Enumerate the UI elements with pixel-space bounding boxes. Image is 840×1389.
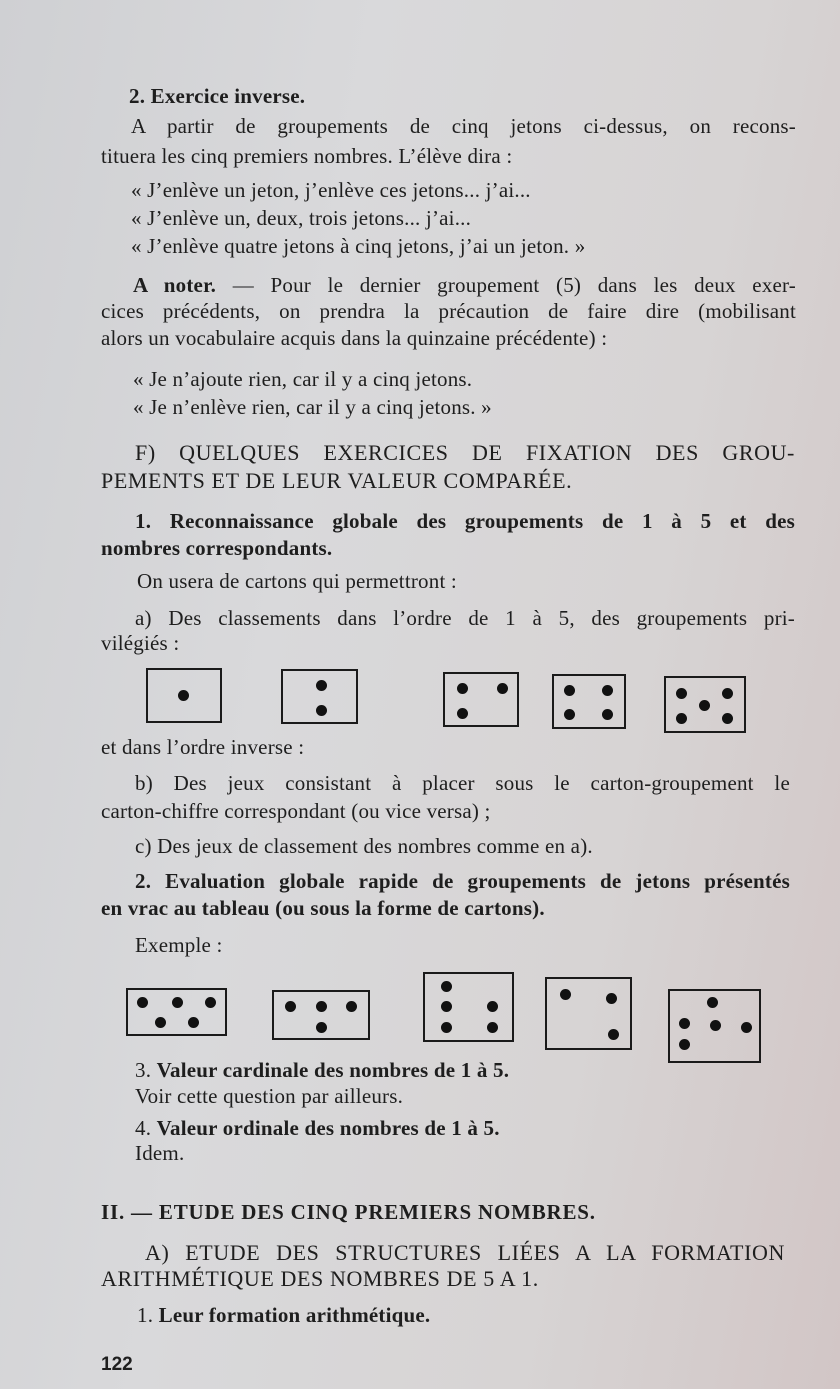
card-dot bbox=[707, 997, 718, 1008]
card-two-dots bbox=[281, 669, 358, 724]
sectionF-a-line1: a) Des classements dans l’ordre de 1 à 5, des groupements pri- bbox=[135, 606, 795, 630]
example-card-three-dots bbox=[545, 977, 632, 1050]
sectionF-item3 bbox=[135, 1057, 509, 1083]
card-dot bbox=[608, 1029, 619, 1040]
note-line1-rest: — Pour le dernier groupement (5) dans les deux exer- bbox=[232, 273, 797, 297]
sectionII-a-line1: A) ETUDE DES STRUCTURES LIÉES A LA FORMATION bbox=[145, 1240, 785, 1265]
sectionF-inverse: et dans l’ordre inverse : bbox=[101, 735, 305, 759]
card-dot bbox=[316, 680, 327, 691]
sectionF-item3-num: 3. bbox=[135, 1058, 152, 1082]
card-dot bbox=[722, 688, 733, 699]
sectionF-exemple: Exemple : bbox=[135, 933, 223, 957]
card-dot bbox=[441, 1001, 452, 1012]
card-dot bbox=[172, 997, 183, 1008]
card-dot bbox=[679, 1018, 690, 1029]
card-dot bbox=[441, 1022, 452, 1033]
section2-heading-title: Exercice inverse. bbox=[150, 84, 306, 108]
card-dot bbox=[602, 685, 613, 696]
section2-quote2: « J’enlève un, deux, trois jetons... j’ai... bbox=[131, 206, 472, 230]
card-dot bbox=[676, 688, 687, 699]
card-dot bbox=[487, 1022, 498, 1033]
card-dot bbox=[205, 997, 216, 1008]
sectionF-item1-line1: 1. Reconnaissance globale des groupements de 1 à 5 et des bbox=[135, 509, 795, 533]
card-three-dots bbox=[443, 672, 519, 727]
section2-quote3: « J’enlève quatre jetons à cinq jetons, j’ai un jeton. » bbox=[131, 234, 586, 258]
card-dot bbox=[178, 690, 189, 701]
card-dot bbox=[155, 1017, 166, 1028]
card-dot bbox=[316, 1001, 327, 1012]
page-number: 122 bbox=[101, 1354, 133, 1375]
card-dot bbox=[497, 683, 508, 694]
card-dot bbox=[316, 705, 327, 716]
card-dot bbox=[487, 1001, 498, 1012]
note-line1 bbox=[133, 272, 796, 298]
card-dot bbox=[188, 1017, 199, 1028]
card-dot bbox=[457, 683, 468, 694]
sectionII-a-line2: ARITHMÉTIQUE DES NOMBRES DE 5 A 1. bbox=[101, 1266, 539, 1291]
sectionF-b-line2: carton-chiffre correspondant (ou vice versa) ; bbox=[101, 799, 491, 823]
sectionF-item2-line1: 2. Evaluation globale rapide de groupements de jetons présentés bbox=[135, 869, 790, 893]
example-card-five-dots-b bbox=[423, 972, 514, 1042]
sectionII-item1-num: 1. bbox=[137, 1303, 154, 1327]
card-dot bbox=[564, 709, 575, 720]
note-line3: alors un vocabulaire acquis dans la quinzaine précédente) : bbox=[101, 326, 608, 350]
sectionII-item1 bbox=[137, 1302, 430, 1328]
sectionII-item1-title: Leur formation arithmétique. bbox=[158, 1303, 431, 1327]
card-dot bbox=[285, 1001, 296, 1012]
card-dot bbox=[457, 708, 468, 719]
sectionF-item1-line2: nombres correspondants. bbox=[101, 536, 333, 560]
card-dot bbox=[741, 1022, 752, 1033]
sectionF-item4-num: 4. bbox=[135, 1116, 152, 1140]
sectionF-title-line1: F) QUELQUES EXERCICES DE FIXATION DES GROU- bbox=[135, 440, 795, 465]
card-dot bbox=[441, 981, 452, 992]
sectionII-title: II. — ETUDE DES CINQ PREMIERS NOMBRES. bbox=[101, 1200, 596, 1224]
card-dot bbox=[564, 685, 575, 696]
card-dot bbox=[560, 989, 571, 1000]
note-label: A noter. bbox=[133, 273, 217, 297]
section2-quote1: « J’enlève un jeton, j’enlève ces jetons... j’ai... bbox=[131, 178, 531, 202]
sectionF-item3-title: Valeur cardinale des nombres de 1 à 5. bbox=[156, 1058, 510, 1082]
section2-heading bbox=[129, 83, 305, 109]
sectionF-c-line: c) Des jeux de classement des nombres comme en a). bbox=[135, 834, 593, 858]
sectionF-item4-text: Idem. bbox=[135, 1141, 185, 1165]
card-five-dots bbox=[664, 676, 746, 733]
section2-para-line2: tituera les cinq premiers nombres. L’élève dira : bbox=[101, 144, 513, 168]
note-quote2: « Je n’enlève rien, car il y a cinq jetons. » bbox=[133, 395, 492, 419]
example-card-five-dots-c bbox=[668, 989, 761, 1063]
section2-heading-num: 2. bbox=[129, 84, 146, 108]
card-dot bbox=[606, 993, 617, 1004]
sectionF-item2-line2: en vrac au tableau (ou sous la forme de cartons). bbox=[101, 896, 545, 920]
example-card-four-dots bbox=[272, 990, 370, 1040]
sectionF-title-line2: PEMENTS ET DE LEUR VALEUR COMPARÉE. bbox=[101, 468, 573, 493]
sectionF-item3-text: Voir cette question par ailleurs. bbox=[135, 1084, 404, 1108]
sectionF-item4 bbox=[135, 1115, 500, 1141]
example-card-five-dots bbox=[126, 988, 227, 1036]
sectionF-a-line2: vilégiés : bbox=[101, 631, 180, 655]
card-dot bbox=[137, 997, 148, 1008]
sectionF-b-line1: b) Des jeux consistant à placer sous le carton-groupement le bbox=[135, 771, 790, 795]
note-quote1: « Je n’ajoute rien, car il y a cinq jetons. bbox=[133, 367, 473, 391]
sectionF-intro: On usera de cartons qui permettront : bbox=[137, 569, 457, 593]
card-dot bbox=[316, 1022, 327, 1033]
sectionF-item4-title: Valeur ordinale des nombres de 1 à 5. bbox=[156, 1116, 500, 1140]
section2-para-line1: A partir de groupements de cinq jetons ci-dessus, on recons- bbox=[131, 114, 796, 138]
card-dot bbox=[679, 1039, 690, 1050]
card-dot bbox=[699, 700, 710, 711]
card-four-dots bbox=[552, 674, 626, 729]
card-one-dot bbox=[146, 668, 222, 723]
card-dot bbox=[722, 713, 733, 724]
note-line2: cices précédents, on prendra la précaution de faire dire (mobilisant bbox=[101, 299, 796, 323]
card-dot bbox=[676, 713, 687, 724]
card-dot bbox=[710, 1020, 721, 1031]
card-dot bbox=[602, 709, 613, 720]
card-dot bbox=[346, 1001, 357, 1012]
